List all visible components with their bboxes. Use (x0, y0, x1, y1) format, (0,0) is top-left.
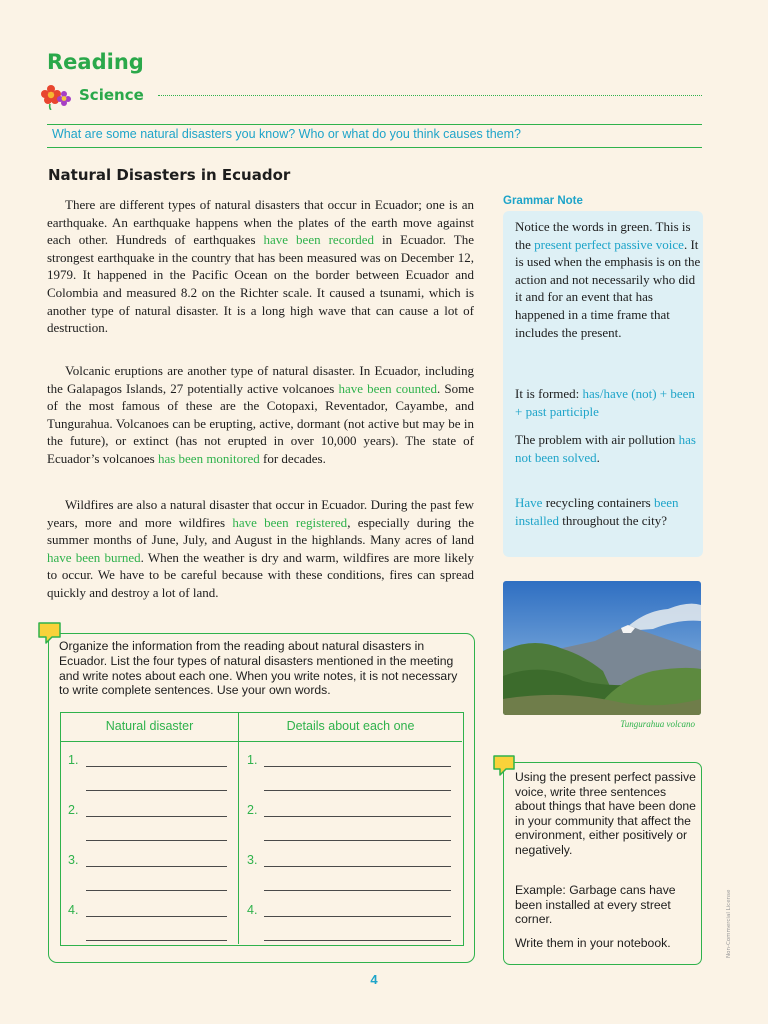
writing-line[interactable] (86, 840, 227, 841)
row-number: 4. (68, 903, 79, 917)
writing-line[interactable] (264, 916, 451, 917)
activity-instructions: Organize the information from the reading about natural disasters in Ecuador. List the four types of natural disasters mentioned in the meeting and write notes about each one. When you write notes, it is not necessary to write complete sentences. Use your own words. (59, 639, 458, 698)
grammar-highlight: has not been solved (515, 432, 696, 465)
volcano-photo (503, 581, 701, 715)
text-run: in Ecuador. The strongest earthquake in the country that has been measured was on December 12, 1979. It happened in the Pacific Ocean on the border between Ecuador and Colombia and measured 8.2 on the Richter scale. It caused a tsunami, which is another type of natural disaster. It is a long high wave that can cause a lot of destruction. (47, 232, 474, 336)
grammar-note-example (515, 431, 701, 466)
text-run: recycling containers (542, 495, 654, 510)
passive-voice-highlight: have been counted (338, 380, 437, 396)
grammar-note-example (515, 494, 701, 529)
flower-icon (40, 82, 76, 110)
text-run: Wildfires are also a natural disaster that occur in Ecuador. During the past few years, more and more wildfires (47, 497, 474, 530)
row-number: 2. (68, 803, 79, 817)
writing-line[interactable] (264, 890, 451, 891)
row-number: 1. (247, 753, 258, 767)
article-paragraph-1 (47, 196, 474, 337)
article-paragraph-3 (47, 496, 474, 602)
grammar-note-text (515, 218, 701, 341)
writing-line[interactable] (86, 766, 227, 767)
text-run: throughout the city? (559, 512, 667, 528)
text-run: for decades. (259, 450, 326, 466)
column-divider (238, 712, 239, 944)
writing-line[interactable] (264, 816, 451, 817)
grammar-highlight: been installed (515, 495, 679, 528)
article-title: Natural Disasters in Ecuador (48, 166, 291, 184)
row-number: 1. (68, 753, 79, 767)
column-header-disaster: Natural disaster (105, 719, 194, 733)
writing-line[interactable] (86, 816, 227, 817)
grammar-note-formula (515, 385, 701, 420)
text-run: , especially during the summer months of June, July, and August in the highlands. Many acres of land (47, 514, 474, 548)
row-number: 4. (247, 903, 258, 917)
writing-line[interactable] (264, 790, 451, 791)
passive-voice-highlight: has been monitored (157, 450, 260, 466)
text-run: There are different types of natural disasters that occur in Ecuador; one is an earthquake. An earthquake happens when the plates of the earth move against each other. Hundreds of earthquakes (47, 197, 474, 248)
text-run: The problem with air pollution (515, 432, 679, 447)
text-run: . It is used when the emphasis is on the action and not necessarily who did it and for an event that has happened in a time frame that includes the present. (515, 236, 701, 340)
writing-task-example: Example: Garbage cans have been installed at every street corner. (515, 883, 676, 927)
row-number: 3. (247, 853, 258, 867)
dotted-divider (158, 95, 702, 96)
writing-line[interactable] (264, 866, 451, 867)
text-run: . When the weather is dry and warm, wildfires are more likely to occur. We have to be careful because with these conditions, fires can spread quickly and destroy a lot of land. (47, 549, 475, 600)
photo-caption: Tungurahua volcano (620, 719, 695, 729)
text-run: . Some of the most famous of these are the Cotopaxi, Reventador, Cayambe, and Tungurahua. Volcanoes can be erupting, active, dormant (not active but may be in the future), or extinct (has not erupted in over 10,000 years). The state of Ecuador’s volcanoes (47, 380, 474, 466)
speech-bubble-icon (491, 753, 517, 779)
writing-line[interactable] (264, 940, 451, 941)
passive-voice-highlight: have been recorded (263, 232, 375, 248)
notes-table (60, 712, 464, 946)
text-run: . (596, 449, 600, 465)
article-paragraph-2 (47, 362, 474, 468)
passive-voice-highlight: have been burned (47, 549, 141, 565)
passive-voice-highlight: have been registered (232, 514, 348, 530)
writing-line[interactable] (264, 840, 451, 841)
grammar-highlight: has/have (not) + been + past participle (515, 386, 695, 419)
license-text: Non-Commercial License (726, 889, 732, 958)
text-run: Volcanic eruptions are another type of natural disaster. In Ecuador, including the Galapagos Islands, 27 potentially active volcanoes (47, 363, 474, 396)
writing-task-note: Write them in your notebook. (515, 936, 671, 950)
column-header-details: Details about each one (286, 719, 415, 733)
license-label (722, 880, 734, 960)
grammar-highlight: Have (515, 495, 543, 510)
writing-line[interactable] (86, 940, 227, 941)
row-number: 3. (68, 853, 79, 867)
text-run: Notice the words in green. This is the (515, 219, 691, 252)
grammar-highlight: present perfect passive voice (534, 236, 684, 252)
writing-line[interactable] (86, 790, 227, 791)
text-run: It is formed: (515, 386, 583, 401)
row-number: 2. (247, 803, 258, 817)
page-number: 4 (370, 972, 378, 987)
writing-line[interactable] (264, 766, 451, 767)
writing-line[interactable] (86, 866, 227, 867)
section-heading: Reading (47, 50, 144, 74)
writing-line[interactable] (86, 890, 227, 891)
writing-line[interactable] (86, 916, 227, 917)
subject-heading: Science (79, 86, 144, 104)
writing-task-instructions: Using the present perfect passive voice, write three sentences about things that have been done in your community that affect the environment, either positively or negatively. (515, 770, 696, 857)
warmup-question: What are some natural disasters you know? Who or what do you think causes them? (52, 127, 521, 141)
grammar-note-title: Grammar Note (503, 195, 583, 207)
